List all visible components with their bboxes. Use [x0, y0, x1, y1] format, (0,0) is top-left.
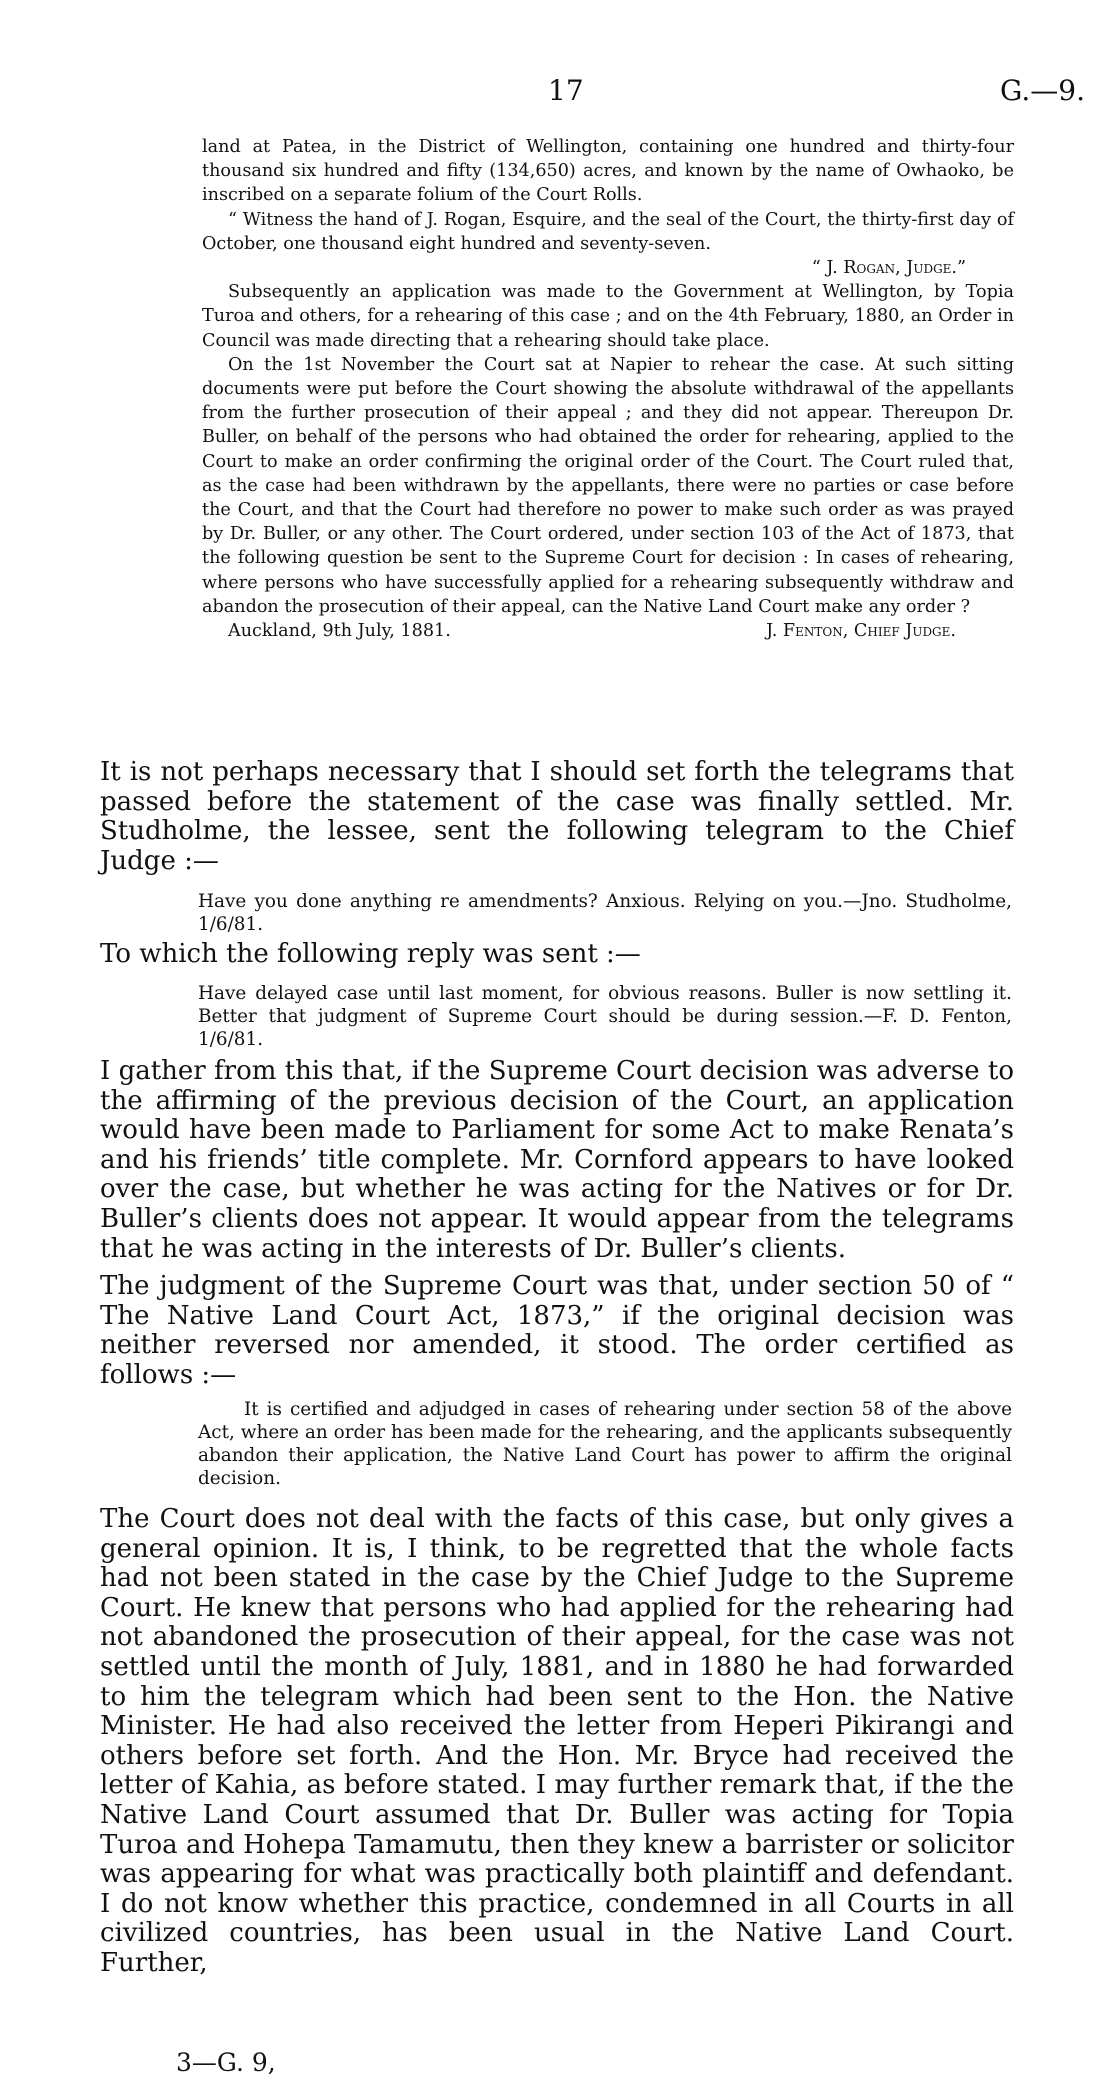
signature-mark: 3—G. 9, [176, 2048, 276, 2077]
body-paragraph-6: To which the following reply was sent :— [100, 939, 641, 969]
supreme-court-order: It is certified and adjudged in cases of rehearing under section 58 of the above Act, where an order has been made for the rehearing, and the applicants subsequently abandon their application, the Native Land Court has power to affirm the original decision. [198, 1399, 1012, 1489]
fenton-signature: J. Fenton, Chief Judge. [766, 621, 956, 642]
case-statement [202, 135, 1014, 643]
case-place-date: Auckland, 9th July, 1881. [228, 621, 451, 642]
case-dateline [202, 619, 1014, 643]
body-paragraph-9: The Court does not deal with the facts of this case, but only gives a general opinion. It is, I think, to be regretted that the whole facts had not been stated in the case by the Chief Judge to the Supreme Court. He knew that persons who had applied for the rehearing had not abandoned the prosecution of their appeal, for the case was not settled until the month of July, 1881, and in 1880 he had forwarded to him the telegram which had been sent to the Hon. the Native Minister. He had also received the letter from Heperi Pikirangi and others before set forth. And the Hon. Mr. Bryce had received the letter of Kahia, as before stated. I may further remark that, if the the Native Land Court assumed that Dr. Buller was acting for Topia Turoa and Hohepa Tamamutu, then they knew a barrister or solicitor was appearing for what was practically both plaintiff and defendant. I do not know whether this practice, condemned in all Courts in all civilized countries, has been usual in the Native Land Court. Further, [100, 1504, 1014, 1978]
body-paragraph-7: I gather from this that, if the Supreme Court decision was adverse to the affirming of the previous decision of the Court, an application would have been made to Parliament for some Act to make Renata’s and his friends’ title complete. Mr. Cornford appears to have looked over the case, but whether he was acting for the Natives or for Dr. Buller’s clients does not appear. It would appear from the telegrams that he was acting in the interests of Dr. Buller’s clients. [100, 1056, 1014, 1264]
case-paragraph-3: Subsequently an application was made to the Government at Wellington, by Topia Turoa and others, for a rehearing of this case ; and on the 4th February, 1880, an Order in Council was made directing that a rehearing should take place. [202, 282, 1014, 351]
case-paragraph-2: “ Witness the hand of J. Rogan, Esquire, and the seal of the Court, the thirty-first day of October, one thousand eight hundred and seventy-seven. [202, 209, 1014, 254]
telegram-studholme: Have you done anything re amendments? Anxious. Relying on you.—Jno. Studholme, 1/6/81. [198, 891, 1012, 935]
page-number: 17 [548, 74, 584, 107]
rogan-signature: “ J. Rogan, Judge.” [811, 258, 966, 279]
document-reference: G.—9. [1000, 74, 1085, 107]
body-paragraph-5: It is not perhaps necessary that I should set forth the telegrams that passed before the statement of the case was finally settled. Mr. Studholme, the lessee, sent the following telegram to the Chief Judge :— [100, 757, 1014, 876]
telegram-fenton-reply: Have delayed case until last moment, for obvious reasons. Buller is now settling it. Better that judgment of Supreme Court should be during session.—F. D. Fenton, 1/6/81. [198, 983, 1012, 1050]
case-paragraph-1: land at Patea, in the District of Wellington, containing one hundred and thirty-four thousand six hundred and fifty (134,650) acres, and known by the name of Owhaoko, be inscribed on a separate folium of the Court Rolls. [202, 137, 1014, 206]
body-paragraph-8: The judgment of the Supreme Court was that, under section 50 of “ The Native Land Court Act, 1873,” if the original decision was neither reversed nor amended, it stood. The order certified as follows :— [100, 1271, 1014, 1390]
case-paragraph-4: On the 1st November the Court sat at Napier to rehear the case. At such sitting documents were put before the Court showing the absolute withdrawal of the appellants from the further prosecution of their appeal ; and they did not appear. Thereupon Dr. Buller, on behalf of the persons who had obtained the order for rehearing, applied to the Court to make an order confirming the original order of the Court. The Court ruled that, as the case had been withdrawn by the appellants, there were no parties or case before the Court, and that the Court had therefore no power to make such order as was prayed by Dr. Buller, or any other. The Court ordered, under section 103 of the Act of 1873, that the following question be sent to the Supreme Court for decision : In cases of rehearing, where persons who have successfully applied for a rehearing subsequently withdraw and abandon the prosecution of their appeal, can the Native Land Court make any order ? [202, 354, 1014, 617]
